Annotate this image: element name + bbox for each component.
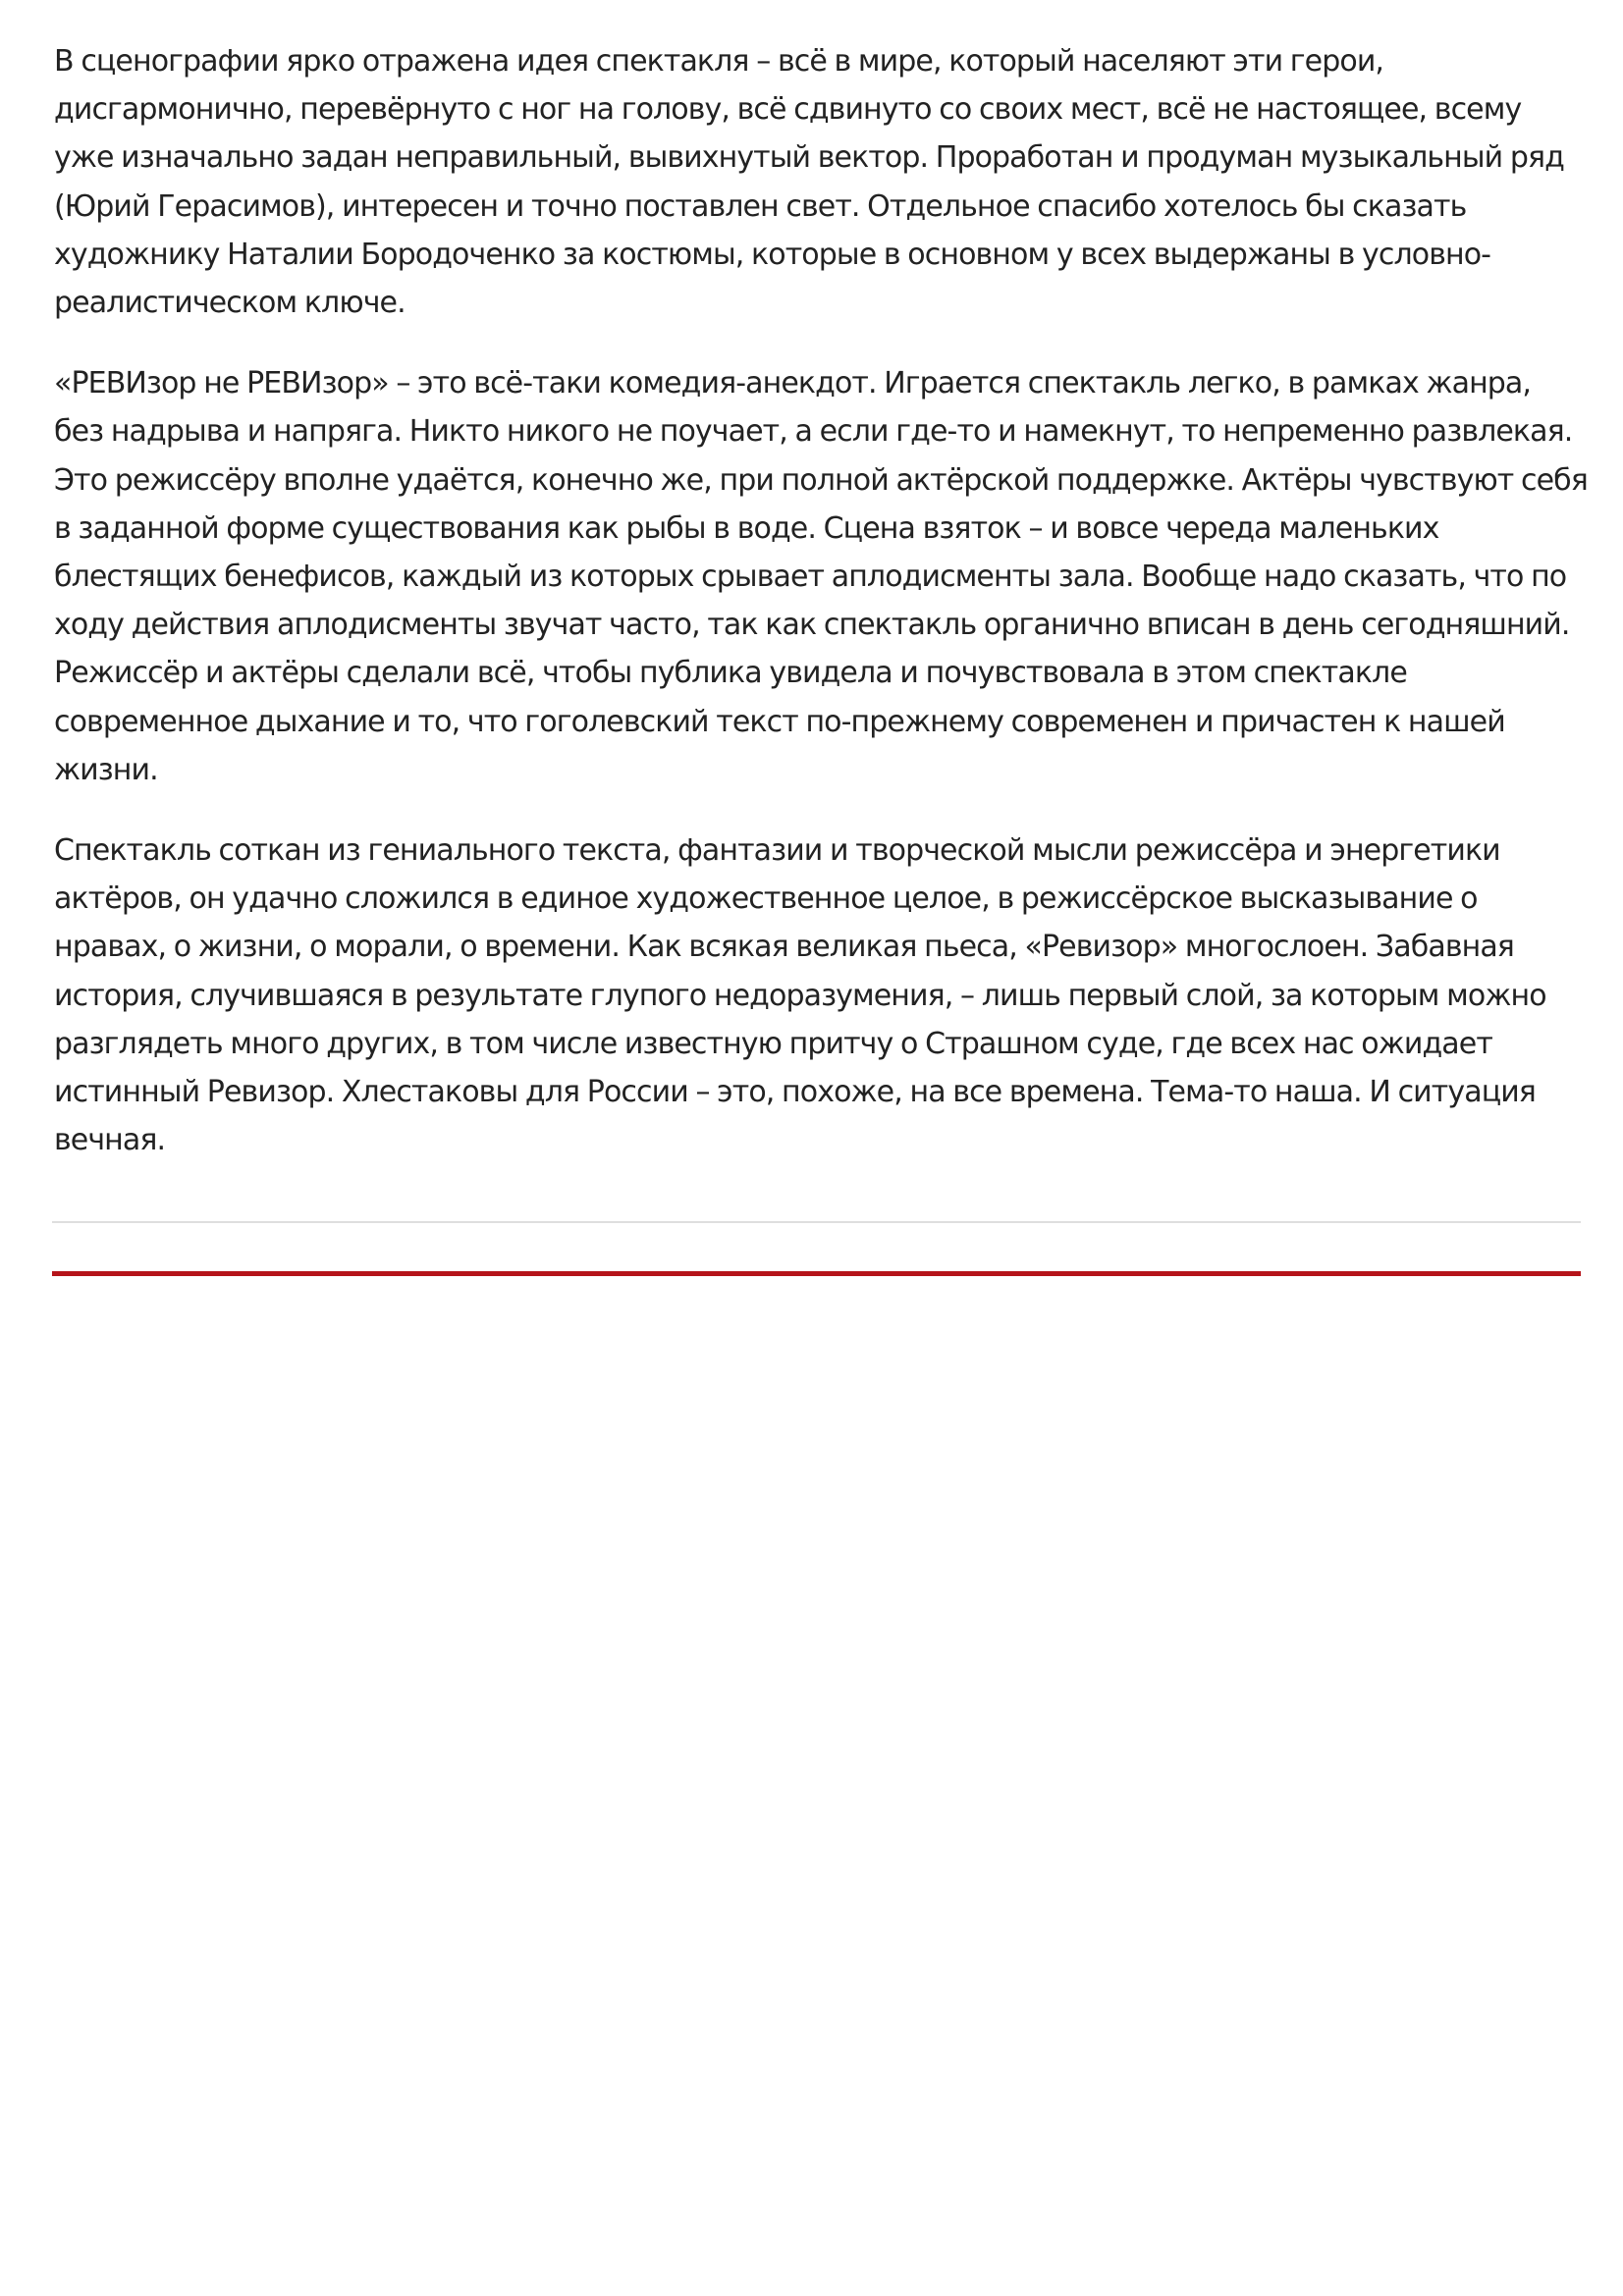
paragraph-conclusion [54,827,1586,1164]
text-line: В сценографии ярко отражена идея спектакля – всё в мире, который населяют эти герои, [54,44,1384,79]
article-body [54,37,1586,1197]
text-line: художнику Наталии Бородоченко за костюмы, которые в основном у всех выдержаны в условно- [54,237,1491,272]
section-divider [52,1221,1581,1223]
paragraph-scenography [54,37,1586,327]
text-line: ходу действия аплодисменты звучат часто, так как спектакль органично вписан в день сегодняшний. [54,608,1570,643]
text-line: в заданной форме существования как рыбы в воде. Сцена взяток – и вовсе череда маленьких [54,510,1439,546]
text-line: вечная. [54,1123,166,1158]
text-line: (Юрий Герасимов), интересен и точно поставлен свет. Отдельное спасибо хотелось бы сказать [54,188,1467,224]
text-line: Это режиссёру вполне удаётся, конечно же, при полной актёрской поддержке. Актёры чувствуют себя [54,462,1588,498]
text-line: жизни. [54,752,158,787]
text-line: истинный Ревизор. Хлестаковы для России – это, похоже, на все времена. Тема-то наша. И ситуация [54,1075,1536,1110]
text-line: нравах, о жизни, о морали, о времени. Как всякая великая пьеса, «Ревизор» многослоен. Забавная [54,930,1514,965]
text-line: без надрыва и напряга. Никто никого не поучает, а если где-то и намекнут, то непременно развлекая. [54,414,1573,450]
text-line: современное дыхание и то, что гоголевский текст по-прежнему современен и причастен к нашей [54,704,1505,739]
paragraph-comedy [54,359,1586,794]
text-line: уже изначально задан неправильный, вывихнутый вектор. Проработан и продуман музыкальный ряд [54,140,1564,176]
text-line: актёров, он удачно сложился в единое художественное целое, в режиссёрское высказывание о [54,881,1478,917]
text-line: блестящих бенефисов, каждый из которых срывает аплодисменты зала. Вообще надо сказать, что по [54,560,1567,595]
accent-divider [52,1271,1581,1276]
text-line: дисгармонично, перевёрнуто с ног на голову, всё сдвинуто со своих мест, всё не настоящее, всему [54,92,1522,128]
text-line: Спектакль соткан из гениального текста, фантазии и творческой мысли режиссёра и энергетики [54,833,1500,869]
text-line: реалистическом ключе. [54,286,406,321]
text-line: «РЕВИзор не РЕВИзор» – это всё-таки комедия-анекдот. Играется спектакль легко, в рамках жанра, [54,366,1532,401]
text-line: история, случившаяся в результате глупого недоразумения, – лишь первый слой, за которым можно [54,978,1546,1013]
text-line: Режиссёр и актёры сделали всё, чтобы публика увидела и почувствовала в этом спектакле [54,656,1407,691]
text-line: разглядеть много других, в том числе известную притчу о Страшном суде, где всех нас ожидает [54,1026,1492,1061]
